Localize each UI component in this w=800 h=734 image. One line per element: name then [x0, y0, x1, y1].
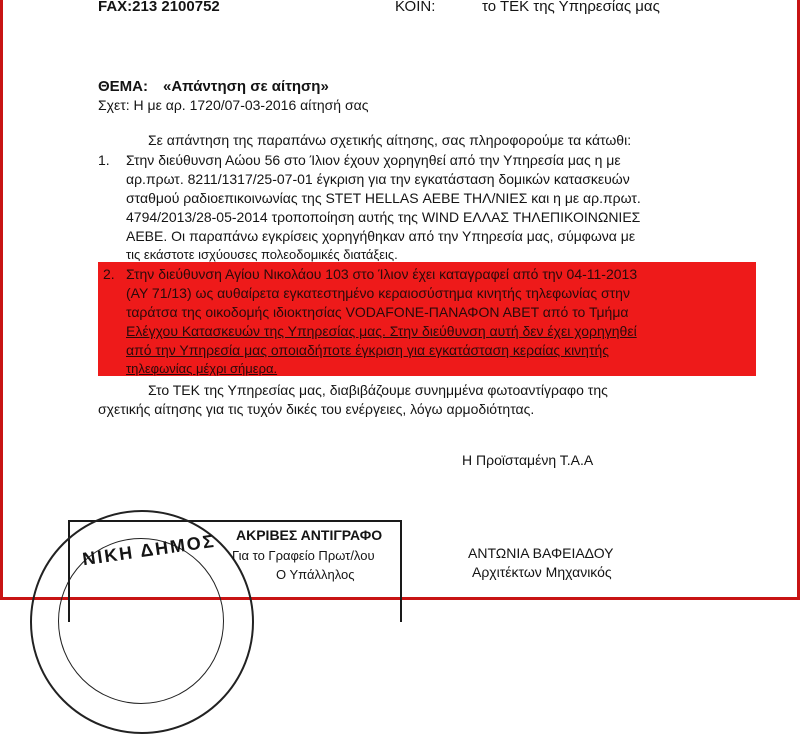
item-2-number: 2.: [103, 266, 115, 282]
fax-number: FAX:213 2100752: [98, 0, 220, 15]
signatory-name: ΑΝΤΩΝΙΑ ΒΑΦΕΙΑΔΟΥ: [468, 545, 614, 561]
item-1-line: Στην διεύθυνση Αώου 56 στο Ίλιον έχουν χορηγηθεί από την Υπηρεσία μας η με: [126, 152, 621, 168]
closing-line: σχετικής αίτησης για τις τυχόν δικές του ενέργειες, λόγω αρμοδιότητας.: [98, 401, 535, 417]
item-2-line: Ελέγχου Κατασκευών της Υπηρεσίας μας. Στην διεύθυνση αυτή δεν έχει χορηγηθεί: [126, 323, 637, 339]
item-2-line: τηλεφωνίας μέχρι σήμερα.: [126, 361, 278, 376]
item-1-number: 1.: [98, 152, 110, 168]
stamp-line-office: Για το Γραφείο Πρωτ/λου: [232, 548, 375, 563]
item-2-line: Στην διεύθυνση Αγίου Νικολάου 103 στο Ίλιον έχει καταγραφεί από την 04-11-2013: [126, 266, 638, 282]
item-2-line: ταράτσα της οικοδομής ιδιοκτησίας VODAFONE-ΠΑΝΑΦΟΝ ΑΒΕΤ από το Τμήμα: [126, 304, 629, 320]
seal-lettering: ΝΙΚΗ ΔΗΜΟΣ: [81, 530, 217, 570]
item-1-line: τις εκάστοτε ισχύουσες πολεοδομικές διατάξεις.: [126, 247, 398, 262]
koin-value: το ΤΕΚ της Υπηρεσίας μας: [482, 0, 660, 15]
closing-line: Στο ΤΕΚ της Υπηρεσίας μας, διαβιβάζουμε συνημμένα φωτοαντίγραφο της: [148, 382, 608, 398]
item-1-line: 4794/2013/28-05-2014 τροποποίηση αυτής της WIND ΕΛΛΑΣ ΤΗΛΕΠΙΚΟΙΝΩΝΙΕΣ: [126, 209, 641, 225]
subject-title: «Απάντηση σε αίτηση»: [163, 78, 329, 95]
stamp-line-clerk: Ο Υπάλληλος: [276, 567, 355, 582]
signature-role: Η Προϊσταμένη Τ.Α.Α: [462, 452, 594, 468]
subject-label: ΘΕΜΑ:: [98, 78, 148, 95]
koin-label: ΚΟΙΝ:: [395, 0, 436, 15]
item-2-line: από την Υπηρεσία μας οποιαδήποτε έγκριση για εγκατάσταση κεραίας κινητής: [126, 342, 610, 358]
item-1-line: ΑΕΒΕ. Οι παραπάνω εγκρίσεις χορηγήθηκαν από την Υπηρεσία μας, σύμφωνα με: [126, 228, 636, 244]
stamp-heading: ΑΚΡΙΒΕΣ ΑΝΤΙΓΡΑΦΟ: [236, 527, 383, 543]
signatory-title: Αρχιτέκτων Μηχανικός: [472, 564, 612, 580]
item-1-line: σταθμού ραδιοεπικοινωνίας της STET HELLAS ΑΕΒΕ ΤΗΛ/ΝΙΕΣ και η με αρ.πρωτ.: [126, 190, 641, 206]
subject-reference: Σχετ: Η με αρ. 1720/07-03-2016 αίτησή σας: [98, 97, 369, 113]
item-1-line: αρ.πρωτ. 8211/1317/25-07-01 έγκριση για την εγκατάσταση δομικών κατασκευών: [126, 171, 630, 187]
item-2-line: (ΑΥ 71/13) ως αυθαίρετα εγκατεστημένο κεραιοσύστημα κινητής τηλεφωνίας στην: [126, 285, 630, 301]
intro-paragraph: Σε απάντηση της παραπάνω σχετικής αίτησης, σας πληροφορούμε τα κάτωθι:: [148, 132, 632, 148]
